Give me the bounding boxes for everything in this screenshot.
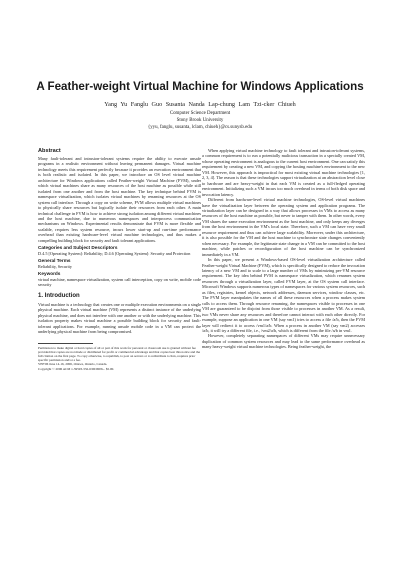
- categories-text: D.4.5 [Operating System]: Reliability; D.4.6 [Operating System]: Security and Protection: [38, 250, 191, 256]
- keywords-heading: Keywords: [38, 271, 61, 277]
- permission-footnote: [38, 346, 201, 371]
- abstract-heading: Abstract: [38, 148, 61, 154]
- right-paragraph-4: However, completely separating namespaces of different VMs may require unnecessary duplication of common system resources and may lead to the same performance overhead as many heavy-weight virtual machine technologies. Being feather-weight, the: [202, 333, 365, 350]
- right-paragraph-2: Different from hardware-level virtual machine technologies, OS-level virtual machines have the virtualization layer between the operating system and application programs. The virtualization layer can be designed in a way that allows processes in VMs to access as many resources of the host machine as possible, but never to tamper with them. In other words, every VM shares the same execution environment as the host machine, and only keeps any diverges from the host environment in the VM's local state. Therefore, such a VM can have very small resource requirement and thus can achieve large scalability. Moreover, under this architecture, it is also possible for the VM and the host machine to synchronize state changes conveniently when necessary. For example, the legitimate state change in a VM can be committed to the host machine, while patches or reconfiguration of the host machine can be synchronized immediately in a VM.: [202, 197, 365, 257]
- footnote-rule: [38, 343, 93, 344]
- paper-title: A Feather-weight Virtual Machine for Windows Applications: [36, 80, 364, 93]
- affiliation: [0, 110, 400, 131]
- author-list: Yang Yu Fanglu Guo Susanta Nanda Lap-chung Lam Tzi-cker Chiueh: [104, 101, 296, 108]
- copyright-text: Copyright © 2006 ACM 1-59593-332-6/06/0006... $5.00.: [38, 366, 115, 371]
- keywords-text: virtual machine, namespace virtualization, system call interception, copy on write, mobile code security: [38, 276, 201, 287]
- affiliation-email: {yyu, fanglu, susanta, lclam, chiueh}@cs.sunysb.edu: [147, 125, 253, 130]
- intro-text: Virtual machine is a technology that creates one or multiple execution environments on a single physical machine. Each virtual machine (VM) represents a distinct instance of the underlying physical machine, and does not interfere with one another or with the underlying machine. This isolation property makes virtual machine a possible building block for security and fault-tolerant applications. For example, running unsafe mobile code in a VM can protect the underlying physical machine from being compromised.: [38, 301, 201, 335]
- general-terms-text: Reliability, Security: [38, 263, 72, 269]
- right-column: [202, 148, 365, 350]
- abstract-text: Many fault-tolerant and intrusion-tolerant systems require the ability to execute unsafe programs in a realistic environment without leaving permanent damages. Virtual machine technology meets this requirement perfectly because it provides an execution environment that is both realistic and isolated. In this paper, we introduce an OS level virtual machine architecture for Windows applications called Feather-weight Virtual Machine (FVM), under which virtual machines share as many resources of the host machine as possible while still isolated from one another and from the host machine. The key technique behind FVM is namespace virtualization, which isolates virtual machines by renaming resources at the OS system call interface. Through a copy on write scheme, FVM allows multiple virtual machines to physically share resources but logically isolate their resources from each other. A main technical challenge in FVM is how to achieve strong isolation among different virtual machines and the host machine, due to numerous namespaces and interprocess communication mechanisms on Windows. Experimental results demonstrate that FVM is more flexible and scalable, requires less system resource, incurs lower start-up and run-time performance overhead than existing hardware-level virtual machine technologies, and thus makes a compelling building block for security and fault tolerant applications.: [38, 156, 201, 243]
- left-column: [38, 148, 201, 371]
- venue-text: VEE'06 June 14-16, 2006, Ottawa, Ontario, Canada.: [38, 362, 108, 367]
- intro-heading: 1. Introduction: [38, 293, 80, 300]
- right-paragraph-3: In this paper, we present a Windows-based OS-level virtualization architecture called Feather-weight Virtual Machine (FVM), which is specifically designed to reduce the invocation latency of a new VM and to scale to a large number of VMs by minimizing per-VM resource requirement. The key idea behind FVM is namespace virtualization, which renames system resources through a virtualization layer, called FVM layer, at the OS system call interface. Microsoft Windows supports numerous types of namespaces for various system resources, such as files, registries, kernel objects, network addresses, daemon services, window classes, etc. The FVM layer manipulates the names of all these resources when a process makes system calls to access them. Through resource renaming, the namespaces visible to processes in one VM are guaranteed to be disjoint from those visible to processes in another VM. As a result, two VMs never share any resources and therefore cannot interact with each other directly. For example, suppose an application in one VM (say vm1) tries to access a file /a/b, then the FVM layer will redirect it to access /vm1/a/b. When a process in another VM (say vm2) accesses /a/b, it will try a different file, i.e., /vm2/a/b, which is different from the file /a/b in vm1.: [202, 257, 365, 333]
- affiliation-univ: Stony Brook University: [176, 118, 224, 123]
- general-terms-heading: General Terms: [38, 258, 71, 264]
- right-paragraph-1: When applying virtual machine technology to fault tolerant and intrusion-tolerant systems, a common requirement is to run a potentially malicious transaction in a specially created VM, whose operating environment is analogous to the current host environment. One can satisfy this requirement by creating a new VM, and copying the hosting machine's environment to the new VM. However, this approach is impractical for most existing virtual machine technologies [1, 2, 3, 4]. The reason is that these technologies support virtualization at an abstraction level close to hardware and are heavy-weight in that each VM is created as a full-fledged operating environment. Initializing such a VM incurs too much overhead in terms of both disk space and invocation latency.: [202, 148, 365, 197]
- permission-text: Permission to make digital or hard copies of all or part of this work for personal or classroom use is granted without fee provided that copies are not made or distributed for profit or commercial advantage and that copies bear this notice and the full citation on the first page. To copy otherwise, to republish, to post on servers or to redistribute to lists, requires prior specific permission and/or a fee.: [38, 345, 201, 363]
- categories-heading: Categories and Subject Descriptors: [38, 245, 118, 251]
- affiliation-dept: Computer Science Department: [169, 111, 231, 116]
